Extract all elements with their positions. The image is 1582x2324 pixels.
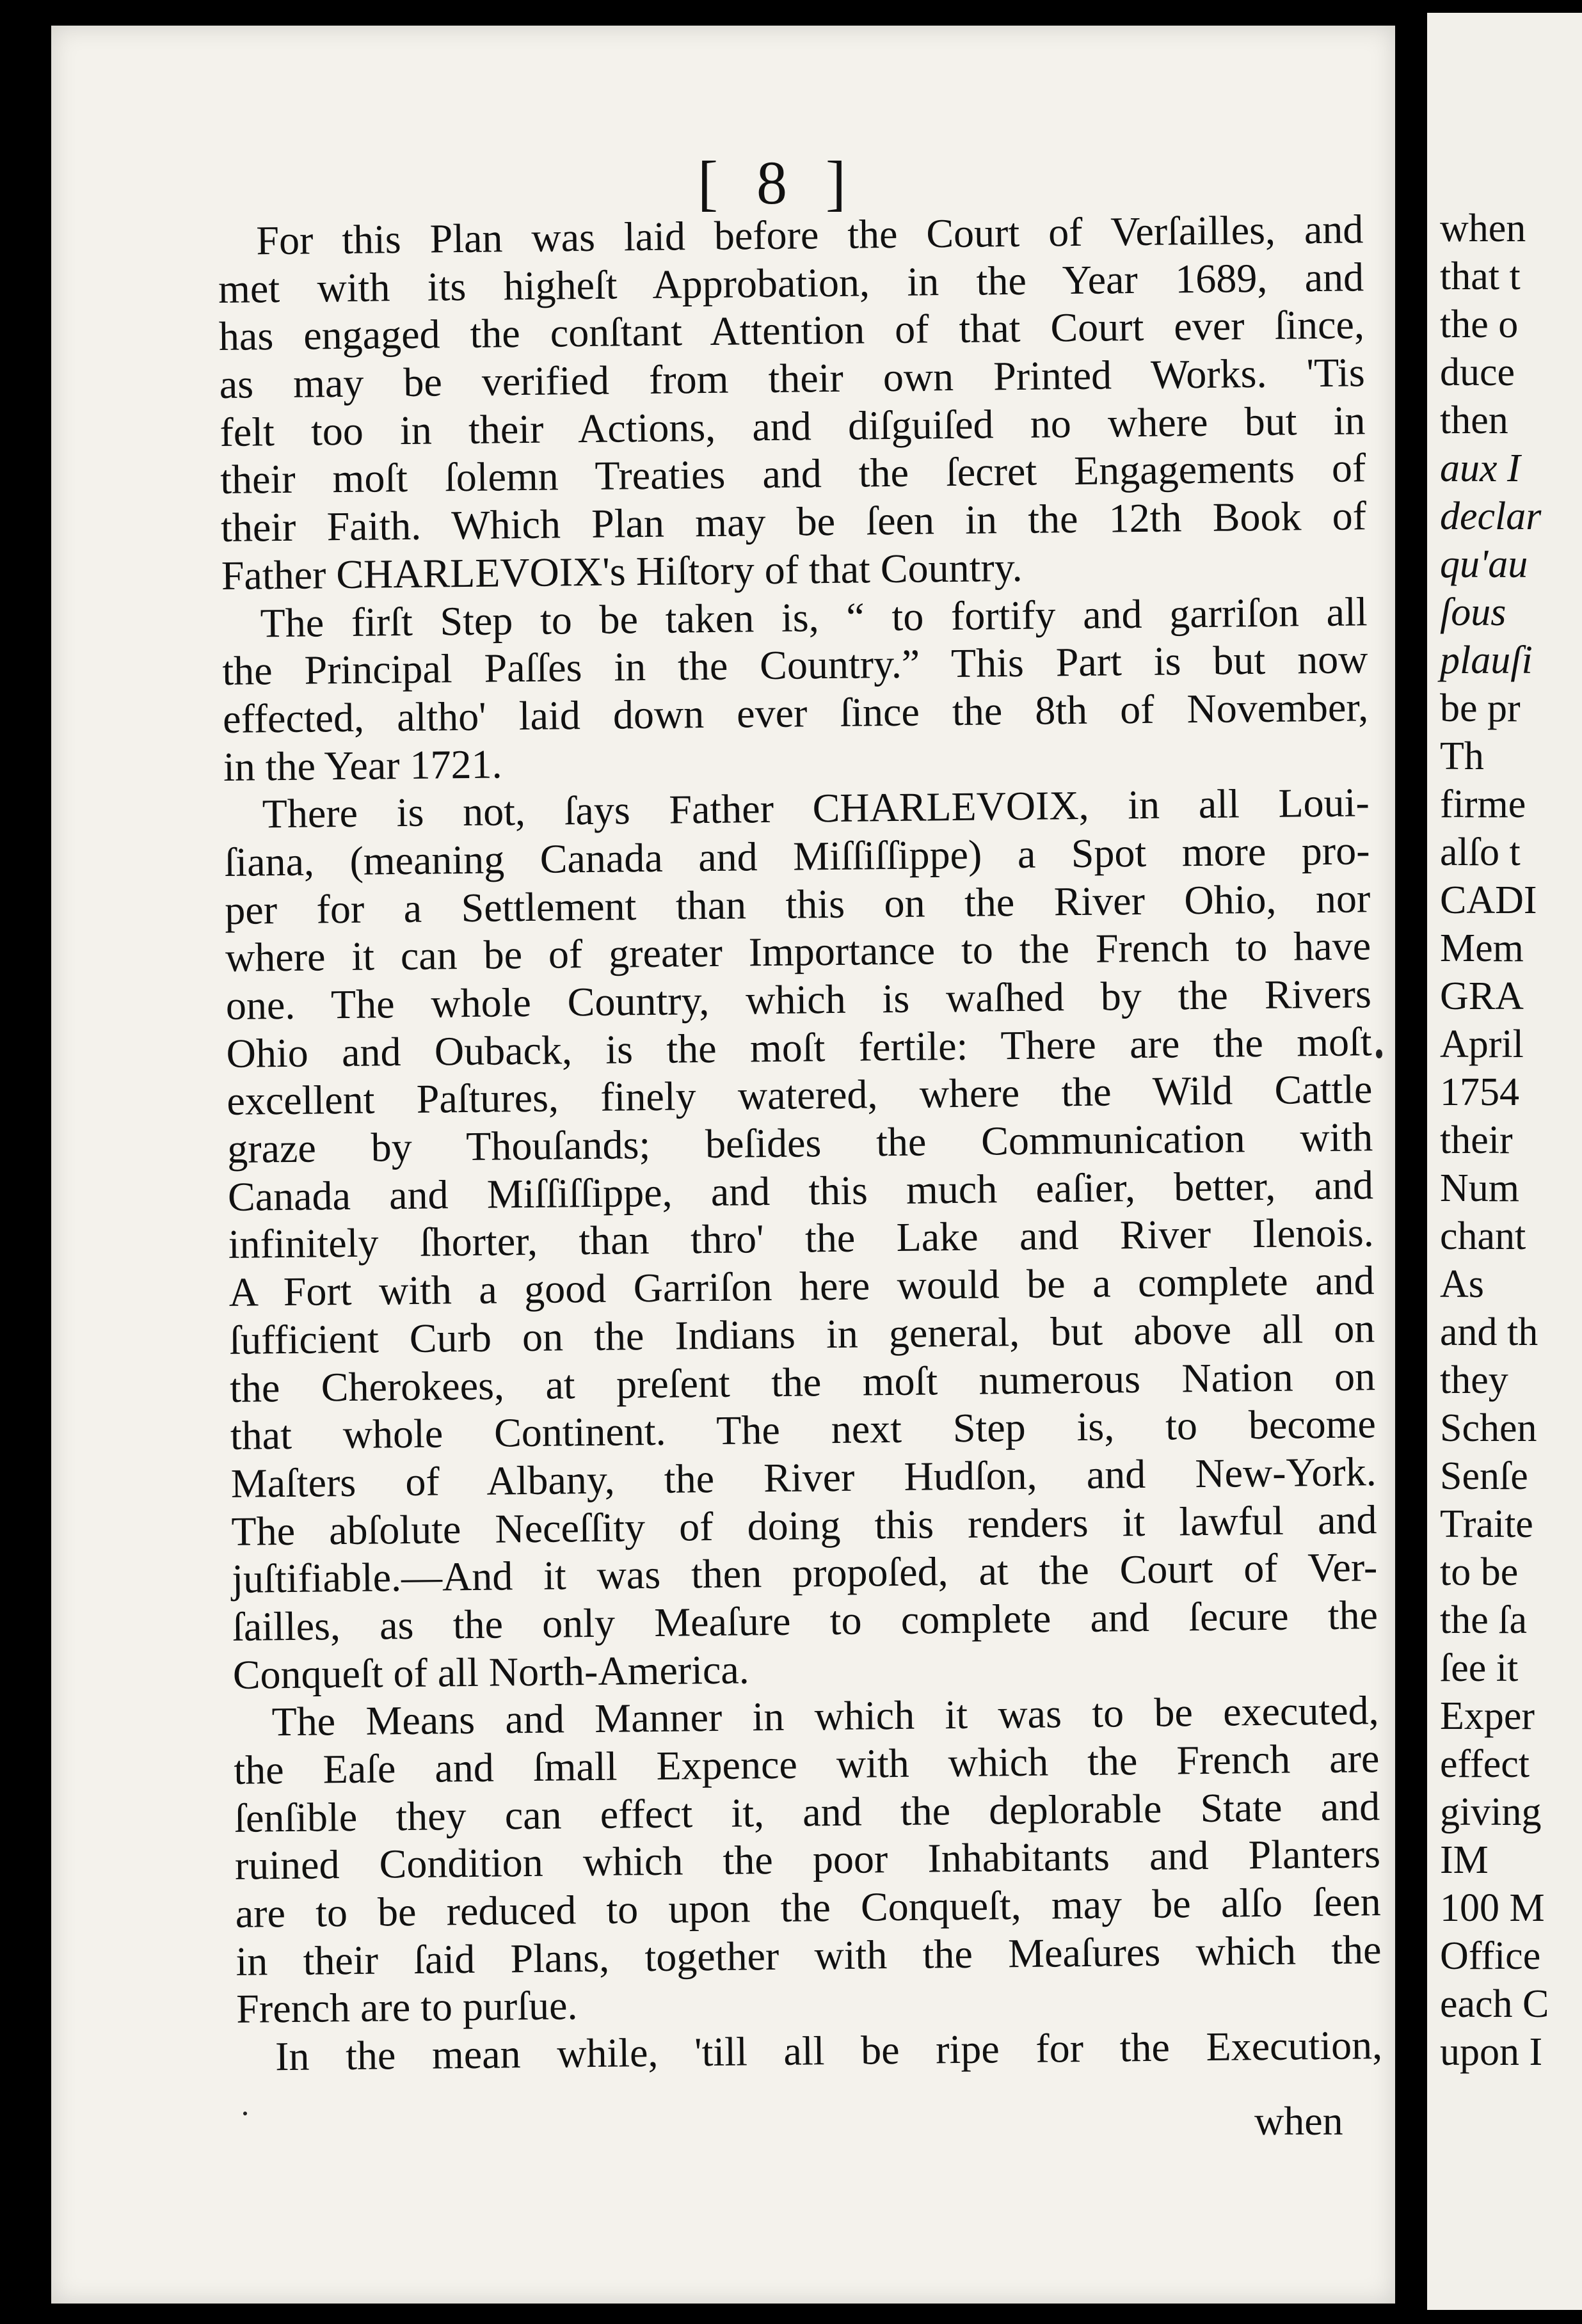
- text-line: For this Plan was laid before the Court of Verſailles, and: [256, 206, 1364, 264]
- body-text: [218, 205, 1382, 2081]
- text-line: Ohio and Ouback, is the moſt fertile: There are the moſt: [226, 1018, 1372, 1076]
- text-line: Conqueſt of all North-America.: [232, 1646, 750, 1698]
- text-line: in the Year 1721.: [223, 740, 502, 790]
- right-page-fragment: giving: [1440, 1790, 1542, 1834]
- text-line: one. The whole Country, which is waſhed by the Rivers: [225, 971, 1372, 1028]
- right-page-fragment: alſo t: [1440, 831, 1521, 874]
- text-line: that whole Continent. The next Step is, to become: [230, 1401, 1377, 1459]
- text-line: juſtifiable.—And it was then propoſed, at the Court of Ver-: [231, 1544, 1378, 1602]
- right-page-fragment: As: [1440, 1262, 1484, 1306]
- right-page-fragment: plauſi: [1440, 639, 1533, 682]
- text-line: as may be verified from their own Printed Works. 'Tis: [219, 349, 1366, 408]
- text-line: the Eaſe and ſmall Expence with which the French are: [234, 1735, 1380, 1793]
- right-page-fragment: to be: [1440, 1550, 1519, 1594]
- ink-speck: [243, 2112, 247, 2115]
- text-line: Canada and Miſſiſſippe, and this much eaſier, better, and: [227, 1161, 1374, 1220]
- right-page-fragment: ſous: [1440, 591, 1506, 634]
- text-line: met with its higheſt Approbation, in the Year 1689, and: [218, 253, 1364, 312]
- text-line: ruined Condition which the poor Inhabitants and Planters: [234, 1831, 1381, 1889]
- right-page-fragment: the ſa: [1440, 1598, 1527, 1642]
- right-page-fragment: be pr: [1440, 687, 1521, 730]
- right-page-text: [1440, 205, 1582, 2076]
- text-line: felt too in their Actions, and diſguiſed no where but in: [220, 397, 1366, 455]
- right-page-fragment: upon I: [1440, 2030, 1543, 2074]
- catchword: when: [1254, 2098, 1343, 2144]
- ink-speck: [1376, 1049, 1382, 1058]
- text-line: Maſters of Albany, the River Hudſon, and New-York.: [230, 1449, 1377, 1506]
- right-page-fragment: Office: [1440, 1934, 1541, 1978]
- right-page-fragment: declar: [1440, 495, 1542, 538]
- right-page-fragment: effect: [1440, 1742, 1530, 1786]
- text-line: ſailles, as the only Meaſure to complete and ſecure the: [232, 1592, 1378, 1650]
- text-line: The Means and Manner in which it was to be executed,: [271, 1687, 1379, 1745]
- text-line: French are to purſue.: [236, 1982, 578, 2032]
- right-page-fragment: the o: [1440, 303, 1519, 346]
- text-line: graze by Thouſands; beſides the Communication with: [227, 1114, 1373, 1172]
- right-page-fragment: Num: [1440, 1166, 1519, 1210]
- right-page-fragment: that t: [1440, 255, 1521, 298]
- text-line: the Cherokees, at preſent the moſt numerous Nation on: [229, 1353, 1376, 1411]
- right-page-fragment: when: [1440, 207, 1526, 250]
- page-number: [ 8 ]: [698, 148, 858, 217]
- text-line: in their ſaid Plans, together with the Meaſures which the: [236, 1926, 1382, 1984]
- right-page-fragment: 1754: [1440, 1070, 1519, 1114]
- text-line: their Faith. Which Plan may be ſeen in the 12th Book of: [220, 493, 1367, 551]
- right-page-fragment: ſee it: [1440, 1646, 1519, 1690]
- text-line: effected, altho' laid down ever ſince the 8th of November,: [222, 684, 1369, 742]
- right-page-fragment: and th: [1440, 1310, 1538, 1354]
- right-page-fragment: duce: [1440, 351, 1515, 394]
- text-line: The abſolute Neceſſity of doing this renders it lawful and: [231, 1496, 1377, 1554]
- text-line: are to be reduced to upon the Conqueſt, may be alſo ſeen: [235, 1879, 1382, 1936]
- text-line: where it can be of greater Importance to the French to have: [225, 923, 1371, 981]
- right-page-fragment: aux I: [1440, 447, 1521, 490]
- text-line: their moſt ſolemn Treaties and the ſecret Engagements of: [220, 445, 1366, 503]
- right-page-fragment: CADI: [1440, 879, 1537, 922]
- right-page-fragment: Exper: [1440, 1694, 1535, 1738]
- text-line: excellent Paſtures, finely watered, where the Wild Cattle: [227, 1066, 1373, 1124]
- right-page-fragment: chant: [1440, 1214, 1526, 1258]
- right-page-fragment: IM: [1440, 1838, 1489, 1882]
- right-page-fragment: each C: [1440, 1982, 1549, 2026]
- text-line: ſenſible they can effect it, and the deplorable State and: [234, 1783, 1380, 1841]
- text-line: ſiana, (meaning Canada and Miſſiſſippe) a Spot more pro-: [224, 827, 1370, 885]
- text-line: There is not, ſays Father CHARLEVOIX, in all Loui-: [262, 779, 1370, 837]
- right-page-fragment: qu'au: [1440, 543, 1528, 586]
- text-line: Father CHARLEVOIX's Hiſtory of that Country.: [221, 544, 1023, 598]
- right-page-fragment: their: [1440, 1118, 1513, 1162]
- right-page-fragment: 100 M: [1440, 1886, 1545, 1930]
- text-line: infinitely ſhorter, than thro' the Lake and River Ilenois.: [228, 1209, 1375, 1268]
- text-line: A Fort with a good Garriſon here would be a complete and: [228, 1257, 1375, 1316]
- right-page-fragment: Mem: [1440, 927, 1524, 970]
- right-page: [1427, 13, 1582, 2310]
- text-line: has engaged the conſtant Attention of that Court ever ſince,: [218, 301, 1365, 360]
- right-page-fragment: firme: [1440, 783, 1526, 826]
- right-page-fragment: Traite: [1440, 1502, 1533, 1546]
- right-page-fragment: April: [1440, 1023, 1524, 1066]
- book-gutter: [1395, 0, 1427, 2324]
- right-page-fragment: Senſe: [1440, 1454, 1528, 1498]
- right-page-fragment: Th: [1440, 735, 1484, 778]
- right-page-fragment: GRA: [1440, 975, 1524, 1018]
- text-line: ſufficient Curb on the Indians in general, but above all on: [228, 1305, 1375, 1363]
- text-line: per for a Settlement than this on the River Ohio, nor: [224, 875, 1371, 933]
- text-line: In the mean while, 'till all be ripe for the Execution,: [275, 2022, 1383, 2080]
- right-page-fragment: Schen: [1440, 1406, 1537, 1450]
- right-page-fragment: they: [1440, 1358, 1508, 1402]
- text-line: The firſt Step to be taken is, “ to fortify and garriſon all: [260, 588, 1368, 646]
- text-line: the Principal Paſſes in the Country.” This Part is but now: [222, 636, 1368, 694]
- right-page-fragment: then: [1440, 399, 1508, 442]
